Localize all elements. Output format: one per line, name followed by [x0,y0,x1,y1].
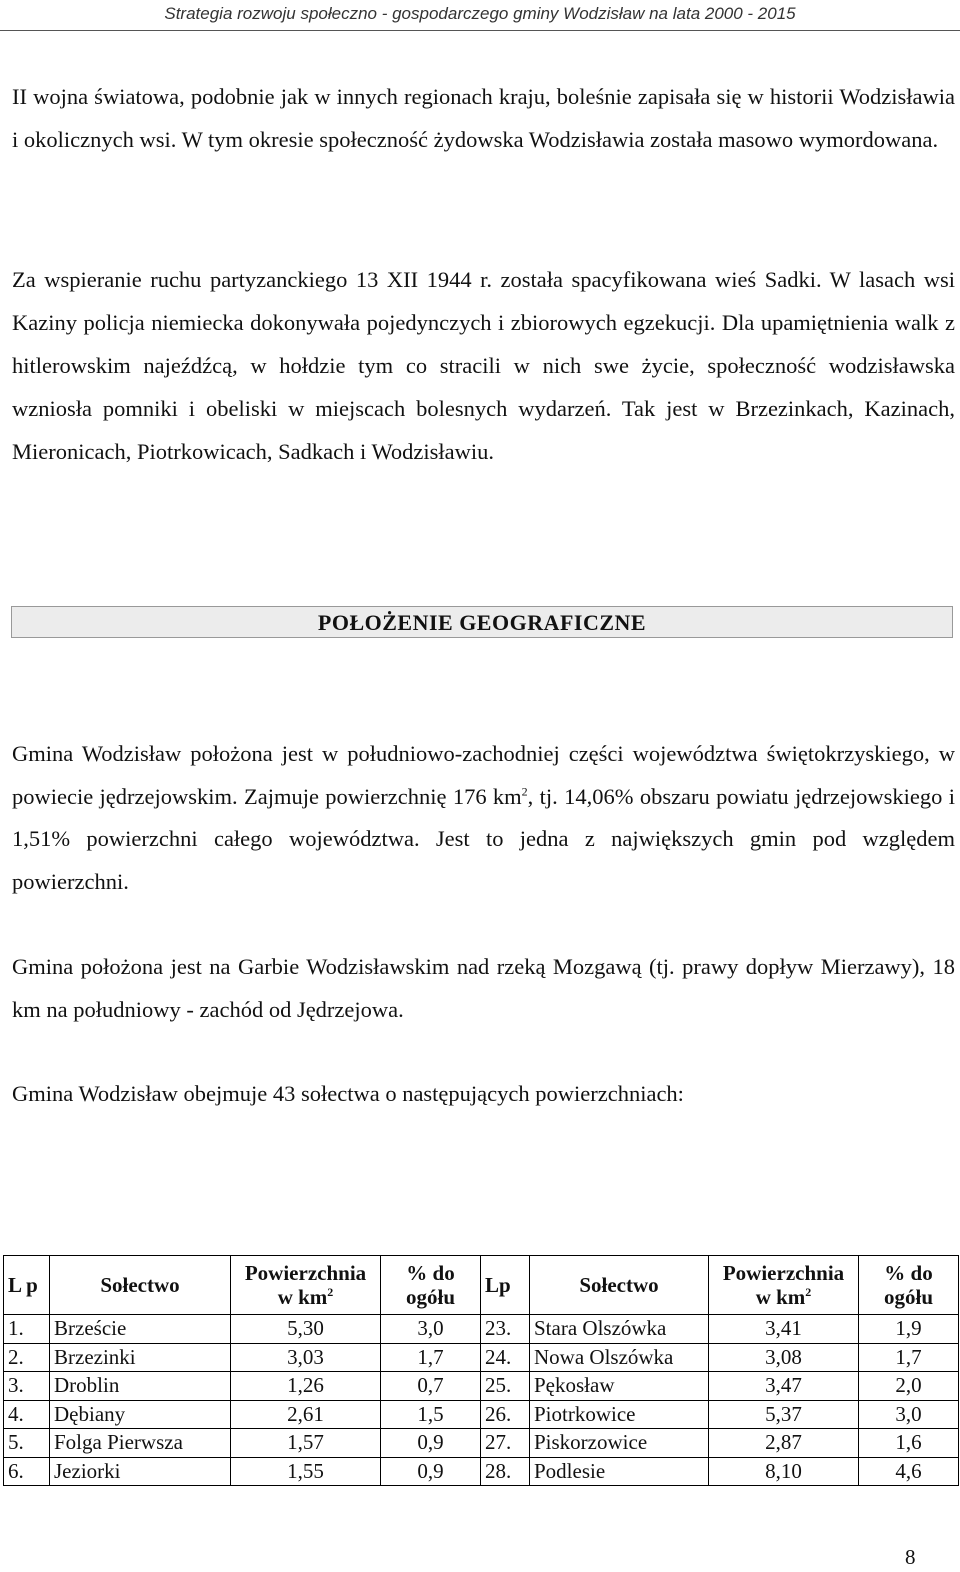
col-header-pct-left: % do ogółu [381,1256,481,1315]
col-header-name-right: Sołectwo [530,1256,709,1315]
row-village-name: Stara Olszówka [530,1315,709,1344]
row-lp: 28. [481,1457,530,1486]
row-area: 2,61 [231,1400,381,1429]
row-lp: 4. [4,1400,50,1429]
row-area: 3,41 [709,1315,859,1344]
running-header: Strategia rozwoju społeczno - gospodarczego gminy Wodzisław na lata 2000 - 2015 [164,4,796,23]
col-header-area-right [709,1256,859,1315]
row-area: 5,37 [709,1400,859,1429]
row-area: 1,55 [231,1457,381,1486]
villages-area-table [3,1255,959,1486]
row-lp: 23. [481,1315,530,1344]
row-lp: 26. [481,1400,530,1429]
location-text-end: , tj. 14,06% obszaru powiatu jędrzejowskiego i 1,51% powierzchni całego województwa. Jest to jedna z największych gmin pod względem powierzchni. [12,783,955,894]
row-percent: 1,6 [859,1429,959,1458]
paragraph-river: Gmina położona jest na Garbie Wodzisławskim nad rzeką Mozgawą (tj. prawy dopływ Mierzawy), 18 km na południowy - zachód od Jędrzejowa. [12,954,955,1022]
area-header-text: Powierzchnia w km [244,1261,367,1309]
row-village-name: Jeziorki [50,1457,231,1486]
row-village-name: Brzeście [50,1315,231,1344]
row-village-name: Nowa Olszówka [530,1343,709,1372]
row-village-name: Podlesie [530,1457,709,1486]
row-percent: 2,0 [859,1372,959,1401]
km-superscript: 2 [521,784,528,798]
row-percent: 0,9 [381,1457,481,1486]
col-header-name-left: Sołectwo [50,1256,231,1315]
paragraph-war-history: II wojna światowa, podobnie jak w innych regionach kraju, boleśnie zapisała się w historii Wodzisławia i okolicznych wsi. W tym okresie społeczność żydowska Wodzisławia została masowo wymordowana. [12,84,955,152]
col-header-pct-right: % do ogółu [859,1256,959,1315]
row-village-name: Piskorzowice [530,1429,709,1458]
row-lp: 1. [4,1315,50,1344]
row-area: 3,47 [709,1372,859,1401]
area-header-sup: 2 [327,1285,334,1299]
row-village-name: Dębiany [50,1400,231,1429]
row-village-name: Folga Pierwsza [50,1429,231,1458]
row-percent: 0,9 [381,1429,481,1458]
row-lp: 27. [481,1429,530,1458]
page-number: 8 [905,1545,916,1569]
row-lp: 24. [481,1343,530,1372]
row-lp: 6. [4,1457,50,1486]
row-lp: 25. [481,1372,530,1401]
paragraph-location [12,733,955,903]
row-area: 1,26 [231,1372,381,1401]
table-row [4,1343,959,1372]
table-row [4,1400,959,1429]
row-percent: 4,6 [859,1457,959,1486]
row-village-name: Droblin [50,1372,231,1401]
table-row [4,1429,959,1458]
row-percent: 1,9 [859,1315,959,1344]
row-area: 1,57 [231,1429,381,1458]
row-lp: 3. [4,1372,50,1401]
col-header-lp-right: Lp [481,1256,530,1315]
header-divider [0,30,960,31]
area-header-text: Powierzchnia w km [722,1261,845,1309]
table-header-row [4,1256,959,1315]
row-village-name: Brzezinki [50,1343,231,1372]
table-row [4,1457,959,1486]
row-percent: 3,0 [859,1400,959,1429]
col-header-area-left [231,1256,381,1315]
paragraph-pacification: Za wspieranie ruchu partyzanckiego 13 XII 1944 r. została spacyfikowana wieś Sadki. W lasach wsi Kaziny policja niemiecka dokonywała pojedynczych i zbiorowych egzekucji. Dla upamiętnienia walk z hitlerowskim najeźdźcą, w hołdzie tym co stracili w nich swe życie, społeczność wodzisławska wzniosła pomniki i obeliski w miejscach bolesnych wydarzeń. Tak jest w Brzezinkach, Kazinach, Mieronicach, Piotrkowicach, Sadkach i Wodzisławiu. [12,267,955,464]
row-percent: 1,7 [381,1343,481,1372]
row-percent: 3,0 [381,1315,481,1344]
row-percent: 0,7 [381,1372,481,1401]
table-row [4,1315,959,1344]
row-area: 5,30 [231,1315,381,1344]
col-header-lp-left: L p [4,1256,50,1315]
row-area: 2,87 [709,1429,859,1458]
row-area: 8,10 [709,1457,859,1486]
table-row [4,1372,959,1401]
location-text-start: Gmina Wodzisław położona jest w południowo-zachodniej części województwa świętokrzyskiego, w powiecie jędrzejowskim. Zajmuje powierzchnię 176 km [12,741,955,809]
row-village-name: Pękosław [530,1372,709,1401]
row-village-name: Piotrkowice [530,1400,709,1429]
row-area: 3,03 [231,1343,381,1372]
row-percent: 1,7 [859,1343,959,1372]
row-area: 3,08 [709,1343,859,1372]
row-lp: 2. [4,1343,50,1372]
row-percent: 1,5 [381,1400,481,1429]
row-lp: 5. [4,1429,50,1458]
area-header-sup: 2 [805,1285,812,1299]
section-heading-geography: POŁOŻENIE GEOGRAFICZNE [11,606,953,638]
paragraph-villages-intro: Gmina Wodzisław obejmuje 43 sołectwa o następujących powierzchniach: [12,1081,684,1106]
